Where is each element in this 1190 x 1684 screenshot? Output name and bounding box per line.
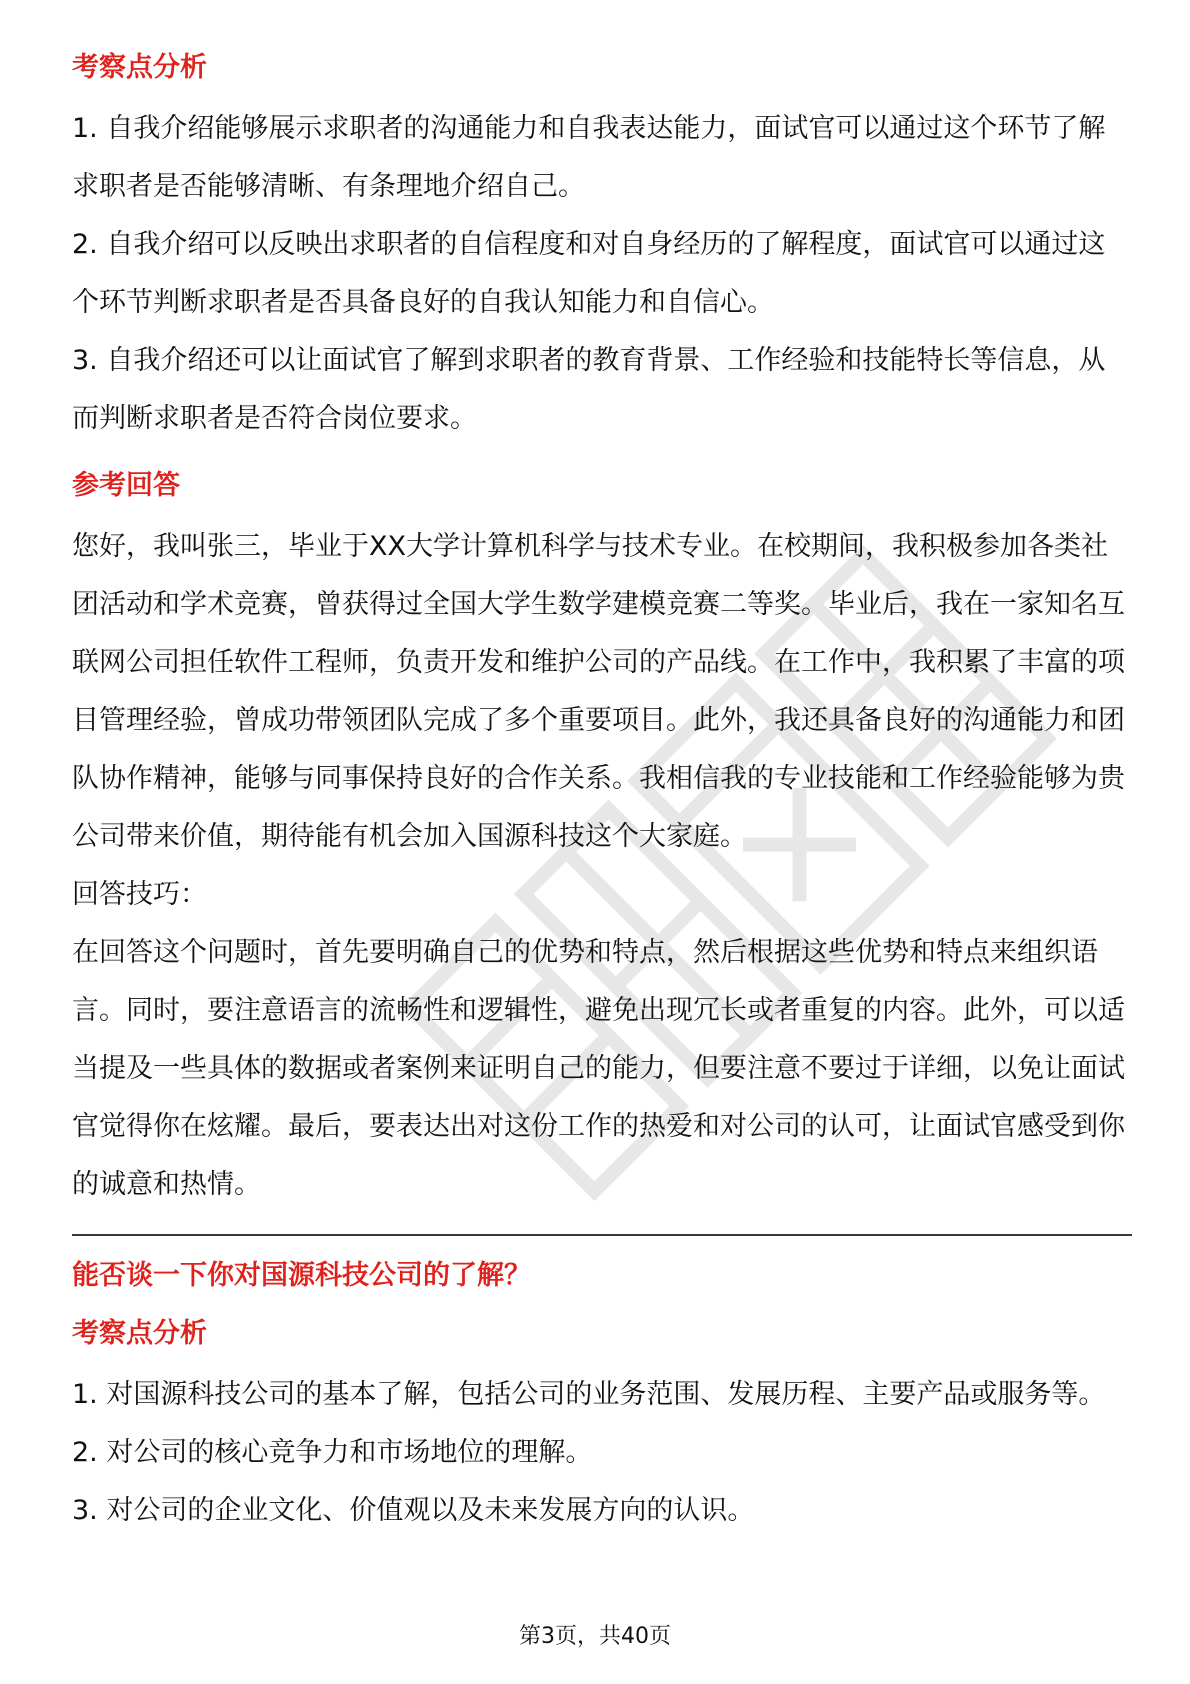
answer-tips-label: 回答技巧： <box>72 879 207 910</box>
question2-item-1: 1. 对国源科技公司的基本了解，包括公司的业务范围、发展历程、主要产品或服务等。 <box>72 1379 1106 1410</box>
question2-item-3: 3. 对公司的企业文化、价值观以及未来发展方向的认识。 <box>72 1495 755 1526</box>
analysis-item-3: 3. 自我介绍还可以让面试官了解到求职者的教育背景、工作经验和技能特长等信息，从而判断求职者是否符合岗位要求。 <box>72 345 1106 434</box>
question2-item-2: 2. 对公司的核心竞争力和市场地位的理解。 <box>72 1437 593 1468</box>
answer-tips-text: 在回答这个问题时，首先要明确自己的优势和特点，然后根据这些优势和特点来组织语言。同时，要注意语言的流畅性和逻辑性，避免出现冗长或者重复的内容。此外，可以适当提及一些具体的数据或者案例来证明自己的能力，但要注意不要过于详细，以免让面试官觉得你在炫耀。最后，要表达出对这份工作的热爱和对公司的认可，让面试官感受到你的诚意和热情。 <box>72 937 1125 1200</box>
section-divider <box>72 1234 1132 1236</box>
document-page <box>72 48 1132 1540</box>
page-number-footer: 第3页，共40页 <box>519 1624 671 1649</box>
analysis-item-1: 1. 自我介绍能够展示求职者的沟通能力和自我表达能力，面试官可以通过这个环节了解求职者是否能够清晰、有条理地介绍自己。 <box>72 113 1106 202</box>
analysis-heading: 考察点分析 <box>72 52 207 83</box>
question-title: 能否谈一下你对国源科技公司的了解？ <box>72 1260 531 1291</box>
analysis-heading-2: 考察点分析 <box>72 1318 207 1349</box>
reference-answer-heading: 参考回答 <box>72 470 180 501</box>
analysis-item-2: 2. 自我介绍可以反映出求职者的自信程度和对自身经历的了解程度，面试官可以通过这个环节判断求职者是否具备良好的自我认知能力和自信心。 <box>72 229 1106 318</box>
reference-answer-text: 您好，我叫张三，毕业于XX大学计算机科学与技术专业。在校期间，我积极参加各类社团活动和学术竞赛，曾获得过全国大学生数学建模竞赛二等奖。毕业后，我在一家知名互联网公司担任软件工程师，负责开发和维护公司的产品线。在工作中，我积累了丰富的项目管理经验，曾成功带领团队完成了多个重要项目。此外，我还具备良好的沟通能力和团队协作精神，能够与同事保持良好的合作关系。我相信我的专业技能和工作经验能够为贵公司带来价值，期待能有机会加入国源科技这个大家庭。 <box>72 531 1125 852</box>
